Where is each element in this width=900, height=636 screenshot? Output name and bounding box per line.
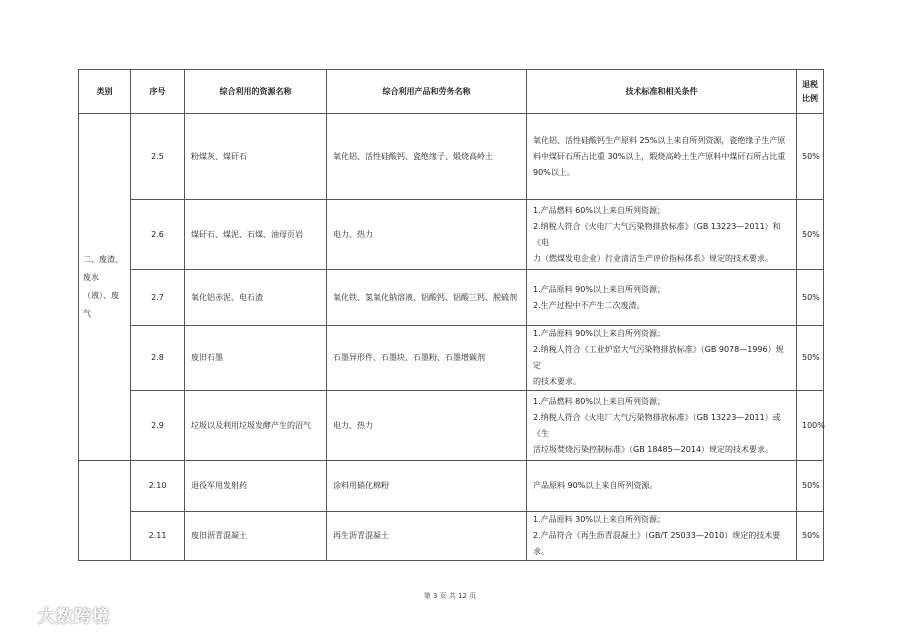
table-row xyxy=(79,512,824,561)
policy-table xyxy=(78,69,824,561)
table-row xyxy=(79,270,824,326)
standard-line: 力（燃煤发电企业）行业清洁生产评价指标体系》规定的技术要求。 xyxy=(533,253,773,263)
resource-cell: 废旧沥青混凝土 xyxy=(185,512,327,561)
watermark xyxy=(6,602,110,627)
seq-cell: 2.5 xyxy=(131,114,185,200)
standard-line: 2.产品符合《再生沥青混凝土》（GB/T 25033—2010）规定的技术要求。 xyxy=(533,531,781,556)
standard-line: 1.产品燃料 80%以上来自所列资源； xyxy=(533,396,665,406)
standard-line: 1.产品原料 90%以上来自所列资源； xyxy=(533,284,665,294)
seq-cell: 2.9 xyxy=(131,391,185,461)
resource-cell: 煤矸石、煤泥、石煤、油母页岩 xyxy=(185,200,327,270)
table-row xyxy=(79,114,824,200)
rate-cell: 50% xyxy=(797,200,824,270)
product-cell: 电力、热力 xyxy=(327,200,527,270)
product-cell: 电力、热力 xyxy=(327,391,527,461)
category-cell: 二、废渣、废水（液）、废气 xyxy=(79,114,131,461)
product-cell: 再生沥青混凝土 xyxy=(327,512,527,561)
header-standard: 技术标准和相关条件 xyxy=(527,70,797,114)
standard-line: 活垃圾焚烧污染控制标准》（GB 18485—2014）规定的技术要求。 xyxy=(533,444,774,454)
seq-cell: 2.10 xyxy=(131,461,185,512)
table-row xyxy=(79,391,824,461)
product-cell: 氧化铁、氢氧化钠溶液、铝酸钙、铝酸三钙、脱硫剂 xyxy=(327,270,527,326)
resource-cell: 垃圾以及利用垃圾发酵产生的沼气 xyxy=(185,391,327,461)
standard-line: 2.纳税人符合《工业炉窑大气污染物排放标准》（GB 9078—1996）规定 xyxy=(533,345,784,370)
watermark-text: 大数跨境 xyxy=(38,607,110,627)
header-product: 综合利用产品和劳务名称 xyxy=(327,70,527,114)
table-row xyxy=(79,200,824,270)
table-row xyxy=(79,326,824,391)
standard-cell xyxy=(527,326,797,391)
standard-line: 的技术要求。 xyxy=(533,377,581,386)
rate-cell: 100% xyxy=(797,391,824,461)
product-cell: 涂料用硝化棉粉 xyxy=(327,461,527,512)
standard-cell xyxy=(527,391,797,461)
rate-cell: 50% xyxy=(797,114,824,200)
standard-line: 1.产品原料 30%以上来自所列资源； xyxy=(533,515,665,524)
product-cell: 石墨异形件、石墨块、石墨粉、石墨增碳剂 xyxy=(327,326,527,391)
category-continuation-cell xyxy=(79,512,131,561)
speech-bubble-logo-icon xyxy=(6,606,32,624)
standard-line: 2.纳税人符合《火电厂大气污染物排放标准》（GB 13223—2011）和《电 xyxy=(533,221,781,247)
standard-cell xyxy=(527,270,797,326)
header-category: 类别 xyxy=(79,70,131,114)
header-seq: 序号 xyxy=(131,70,185,114)
rate-cell: 50% xyxy=(797,270,824,326)
resource-cell: 氧化铝赤泥、电石渣 xyxy=(185,270,327,326)
category-continuation-cell xyxy=(79,461,131,512)
table-header-row xyxy=(79,70,824,114)
seq-cell: 2.11 xyxy=(131,512,185,561)
resource-cell: 粉煤灰、煤矸石 xyxy=(185,114,327,200)
standard-line: 料中煤矸石所占比重 30%以上，煅烧高岭土生产原料中煤矸石所占比重 xyxy=(533,151,786,161)
seq-cell: 2.6 xyxy=(131,200,185,270)
resource-cell: 废旧石墨 xyxy=(185,326,327,391)
page-footer: 第 3 页 共 12 页 xyxy=(423,592,477,600)
standard-line: 2.生产过程中不产生二次废渣。 xyxy=(533,300,645,310)
standard-line: 2.纳税人符合《火电厂大气污染物排放标准》（GB 13223—2011）或《生 xyxy=(533,412,781,438)
table-row xyxy=(79,461,824,512)
product-cell: 氧化铝、活性硅酸钙、瓷绝缘子、煅烧高岭土 xyxy=(327,114,527,200)
standard-line: 产品原料 90%以上来自所列资源。 xyxy=(533,481,658,490)
standard-cell xyxy=(527,200,797,270)
header-rate: 退税比例 xyxy=(797,70,824,114)
standard-cell xyxy=(527,512,797,561)
standard-cell xyxy=(527,114,797,200)
standard-line: 1.产品燃料 60%以上来自所列资源； xyxy=(533,205,665,215)
header-resource: 综合利用的资源名称 xyxy=(185,70,327,114)
seq-cell: 2.7 xyxy=(131,270,185,326)
rate-cell: 50% xyxy=(797,326,824,391)
resource-cell: 退役军用发射药 xyxy=(185,461,327,512)
standard-line: 90%以上。 xyxy=(533,167,575,177)
seq-cell: 2.8 xyxy=(131,326,185,391)
standard-line: 1.产品原料 90%以上来自所列资源； xyxy=(533,329,665,338)
rate-cell: 50% xyxy=(797,461,824,512)
standard-line: 氧化铝、活性硅酸钙生产原料 25%以上来自所列资源，瓷绝缘子生产原 xyxy=(533,135,786,145)
rate-cell: 50% xyxy=(797,512,824,561)
standard-cell xyxy=(527,461,797,512)
